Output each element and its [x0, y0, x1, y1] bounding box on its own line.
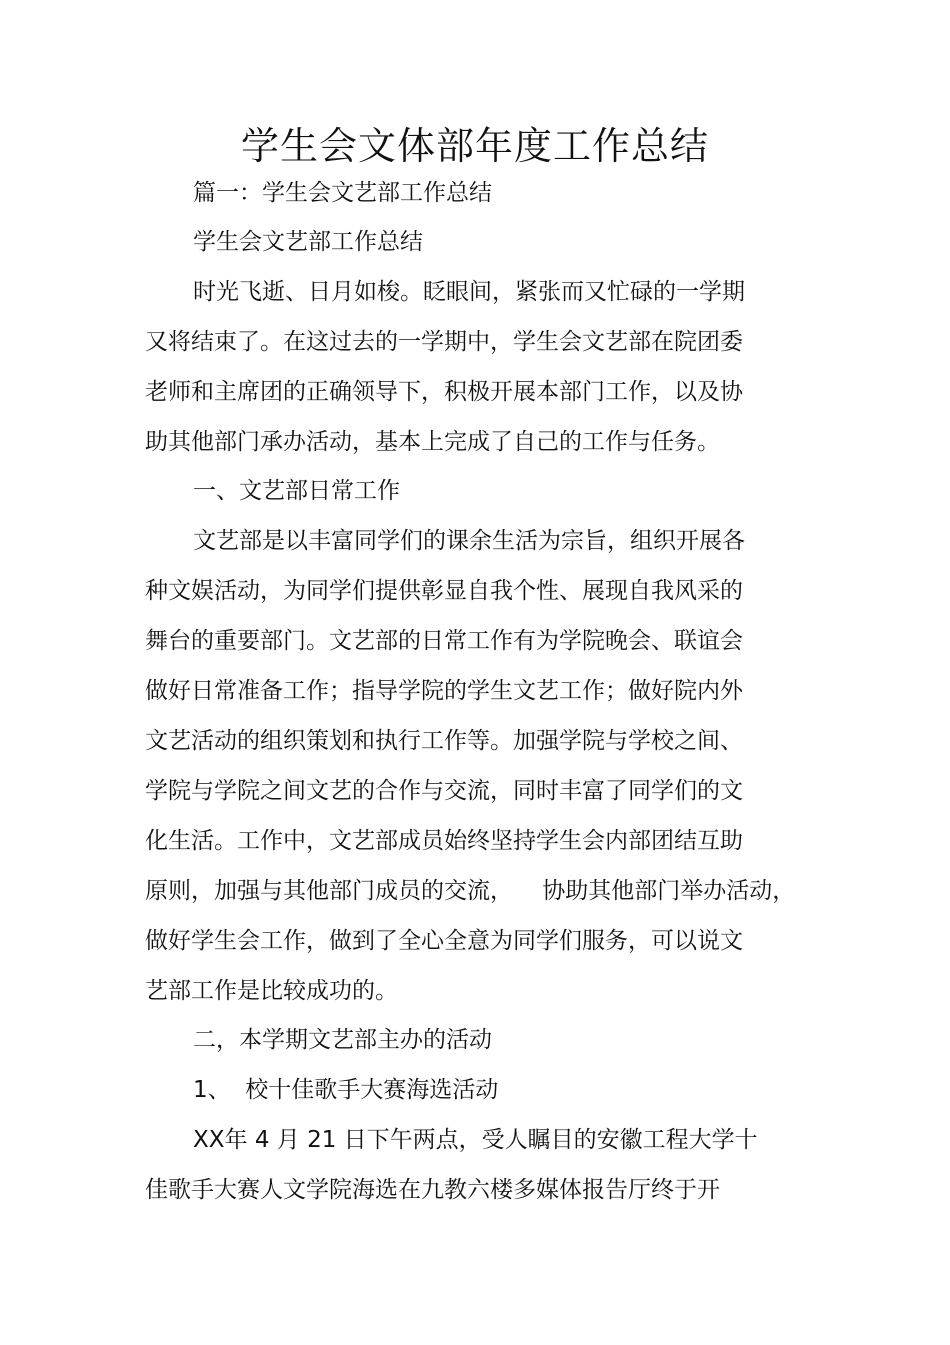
paragraph-line: 艺部工作是比较成功的。	[145, 978, 398, 1004]
list-item: 1、 校十佳歌手大赛海选活动	[193, 1077, 499, 1103]
paragraph-line: 做好学生会工作，做到了全心全意为同学们服务，可以说文	[145, 928, 743, 954]
paragraph-line: 原则，加强与其他部门成员的交流， 协助其他部门举办活动，	[145, 878, 796, 904]
paragraph-line: 又将结束了。在这过去的一学期中，学生会文艺部在院团委	[145, 329, 743, 355]
paragraph-line: 文艺部是以丰富同学们的课余生活为宗旨，组织开展各	[193, 528, 745, 554]
paragraph-line: 老师和主席团的正确领导下，积极开展本部门工作，以及协	[145, 379, 743, 405]
paragraph-line: 做好日常准备工作；指导学院的学生文艺工作；做好院内外	[145, 678, 743, 704]
paragraph-line: 化生活。工作中，文艺部成员始终坚持学生会内部团结互助	[145, 828, 743, 854]
document-title: 学生会文体部年度工作总结	[240, 124, 709, 168]
paragraph-line: XX年 4 月 21 日下午两点，受人瞩目的安徽工程大学十	[193, 1127, 758, 1153]
paragraph-line: 助其他部门承办活动，基本上完成了自己的工作与任务。	[145, 429, 720, 455]
section-heading: 二，本学期文艺部主办的活动	[193, 1027, 492, 1053]
section-heading: 一、文艺部日常工作	[193, 478, 400, 504]
paragraph-line: 舞台的重要部门。文艺部的日常工作有为学院晚会、联谊会	[145, 628, 743, 654]
paragraph-line: 佳歌手大赛人文学院海选在九教六楼多媒体报告厅终于开	[145, 1177, 720, 1203]
paragraph-line: 种文娱活动，为同学们提供彰显自我个性、展现自我风采的	[145, 578, 743, 604]
paragraph-line: 文艺活动的组织策划和执行工作等。加强学院与学校之间、	[145, 728, 743, 754]
paragraph-line: 学院与学院之间文艺的合作与交流，同时丰富了同学们的文	[145, 778, 743, 804]
paragraph-line: 时光飞逝、日月如梭。眨眼间，紧张而又忙碌的一学期	[193, 279, 745, 305]
section-heading: 篇一：学生会文艺部工作总结	[193, 180, 492, 206]
subheading: 学生会文艺部工作总结	[193, 229, 423, 255]
